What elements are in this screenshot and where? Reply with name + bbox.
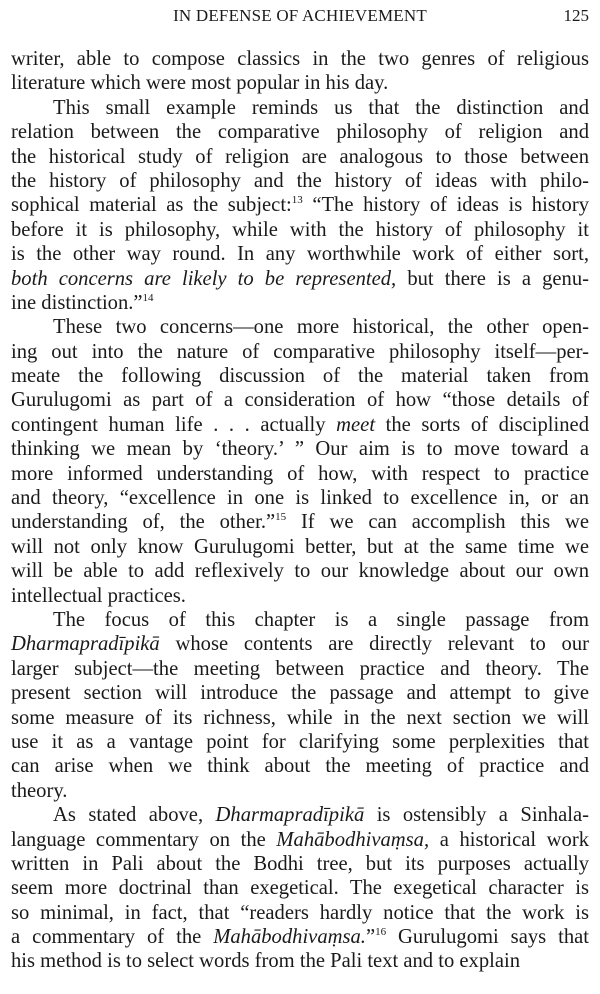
text-run: sophical material as the subject: bbox=[11, 194, 292, 217]
text-line bbox=[11, 486, 589, 510]
text-run: his method is to select words from the Pali text and to explain bbox=[11, 950, 521, 973]
text-line bbox=[11, 413, 589, 437]
text-run: ine distinction.” bbox=[11, 291, 143, 314]
text-run: present section will introduce the passage and attempt to give bbox=[11, 682, 589, 705]
text-run: whose contents are directly relevant to our bbox=[159, 633, 589, 656]
text-line bbox=[11, 340, 589, 364]
text-line bbox=[11, 852, 589, 876]
text-run: literature which were most popular in his day. bbox=[11, 72, 389, 95]
text-line bbox=[11, 949, 589, 973]
text-line bbox=[11, 632, 589, 656]
text-run: This small example reminds us that the distinction and bbox=[53, 96, 589, 119]
text-line bbox=[11, 218, 589, 242]
text-run: theory. bbox=[11, 779, 68, 802]
body-text bbox=[11, 47, 589, 974]
text-line bbox=[11, 169, 589, 193]
text-run: larger subject—the meeting between practice and theory. The bbox=[11, 657, 589, 680]
paragraph bbox=[11, 315, 589, 608]
text-run: before it is philosophy, while with the history of philosophy it bbox=[11, 218, 589, 241]
text-run: some measure of its richness, while in the next section we will bbox=[11, 706, 589, 729]
text-run: The focus of this chapter is a single passage from bbox=[53, 608, 589, 631]
text-line bbox=[11, 96, 589, 120]
text-run: Gurulugomi says that bbox=[386, 926, 589, 949]
text-line bbox=[11, 681, 589, 705]
italic-text: both concerns are likely to be represented, bbox=[11, 267, 397, 290]
text-line bbox=[11, 437, 589, 461]
text-run: and theory, “excellence in one is linked to excellence in, or an bbox=[11, 487, 589, 510]
text-line bbox=[11, 510, 589, 534]
text-line bbox=[11, 462, 589, 486]
italic-text: Dharmapradīpikā bbox=[215, 804, 365, 827]
running-head bbox=[11, 4, 589, 28]
footnote-ref: 13 bbox=[291, 194, 303, 207]
text-run: Gurulugomi as part of a consideration of how “those details of bbox=[11, 389, 589, 412]
text-run: is the other way round. In any worthwhile work of either sort, bbox=[11, 243, 589, 266]
paragraph bbox=[11, 47, 589, 96]
text-line bbox=[11, 193, 589, 217]
text-line bbox=[11, 559, 589, 583]
text-run: contingent human life . . . actually bbox=[11, 413, 337, 436]
text-line bbox=[11, 242, 589, 266]
text-line bbox=[11, 584, 589, 608]
page-number: 125 bbox=[563, 6, 589, 25]
text-run: These two concerns—one more historical, the other open- bbox=[53, 316, 589, 339]
text-line bbox=[11, 779, 589, 803]
text-line bbox=[11, 876, 589, 900]
text-line bbox=[11, 315, 589, 339]
footnote-ref: 14 bbox=[142, 291, 154, 304]
text-run: understanding of, the other.” bbox=[11, 511, 276, 534]
text-line bbox=[11, 145, 589, 169]
italic-text: Mahābodhivaṃsa, bbox=[276, 828, 430, 851]
text-run: will be able to add reflexively to our knowledge about our own bbox=[11, 560, 589, 583]
paragraph bbox=[11, 96, 589, 316]
text-run: use it as a vantage point for clarifying some perplexities that bbox=[11, 730, 589, 753]
italic-text: meet bbox=[336, 413, 376, 436]
text-line bbox=[11, 901, 589, 925]
text-run: ” bbox=[365, 926, 376, 949]
text-line bbox=[11, 608, 589, 632]
text-run: thinking we mean by ‘theory.’ ” Our aim is to move toward a bbox=[11, 438, 589, 461]
text-line bbox=[11, 828, 589, 852]
text-run: As stated above, bbox=[53, 804, 216, 827]
text-run: language commentary on the bbox=[11, 828, 277, 851]
text-run: seem more doctrinal than exegetical. The exegetical character is bbox=[11, 877, 589, 900]
text-run: so minimal, in fact, that “readers hardly notice that the work is bbox=[11, 901, 589, 924]
paragraph bbox=[11, 803, 589, 974]
text-run: written in Pali about the Bodhi tree, but its purposes actually bbox=[11, 852, 589, 875]
text-line bbox=[11, 657, 589, 681]
text-run: relation between the comparative philosophy of religion and bbox=[11, 121, 589, 144]
text-run: more informed understanding of how, with respect to practice bbox=[11, 462, 589, 485]
text-line bbox=[11, 803, 589, 827]
text-run: intellectual practices. bbox=[11, 584, 186, 607]
text-run: the historical study of religion are analogous to those between bbox=[11, 145, 589, 168]
text-line bbox=[11, 706, 589, 730]
text-line bbox=[11, 120, 589, 144]
text-line bbox=[11, 925, 589, 949]
text-run: If we can accomplish this we bbox=[286, 511, 589, 534]
text-line bbox=[11, 388, 589, 412]
footnote-ref: 15 bbox=[275, 511, 287, 524]
text-line bbox=[11, 754, 589, 778]
italic-text: Dharmapradīpikā bbox=[11, 633, 160, 656]
text-line bbox=[11, 47, 589, 71]
text-line bbox=[11, 71, 589, 95]
text-line bbox=[11, 730, 589, 754]
text-run: a historical work bbox=[429, 828, 590, 851]
text-run: is ostensibly a Sinhala- bbox=[364, 804, 590, 827]
text-run: the sorts of disciplined bbox=[375, 413, 589, 436]
text-run: will not only know Gurulugomi better, but at the same time we bbox=[11, 535, 589, 558]
text-run: writer, able to compose classics in the two genres of religious bbox=[11, 48, 589, 70]
footnote-ref: 16 bbox=[375, 926, 387, 939]
text-run: ing out into the nature of comparative philosophy itself—per- bbox=[11, 340, 589, 363]
text-run: the history of philosophy and the history of ideas with philo- bbox=[11, 169, 589, 192]
text-line bbox=[11, 364, 589, 388]
text-line bbox=[11, 535, 589, 559]
italic-text: Mahābodhivaṃsa. bbox=[213, 926, 366, 949]
text-line bbox=[11, 291, 589, 315]
text-run: but there is a genu- bbox=[396, 267, 589, 290]
running-title: IN DEFENSE OF ACHIEVEMENT bbox=[173, 6, 427, 25]
text-run: can arise when we think about the meeting of practice and bbox=[11, 755, 589, 778]
paragraph bbox=[11, 608, 589, 803]
text-run: “The history of ideas is history bbox=[302, 194, 589, 217]
text-line bbox=[11, 267, 589, 291]
text-run: a commentary of the bbox=[11, 926, 214, 949]
text-run: meate the following discussion of the material taken from bbox=[11, 365, 589, 388]
